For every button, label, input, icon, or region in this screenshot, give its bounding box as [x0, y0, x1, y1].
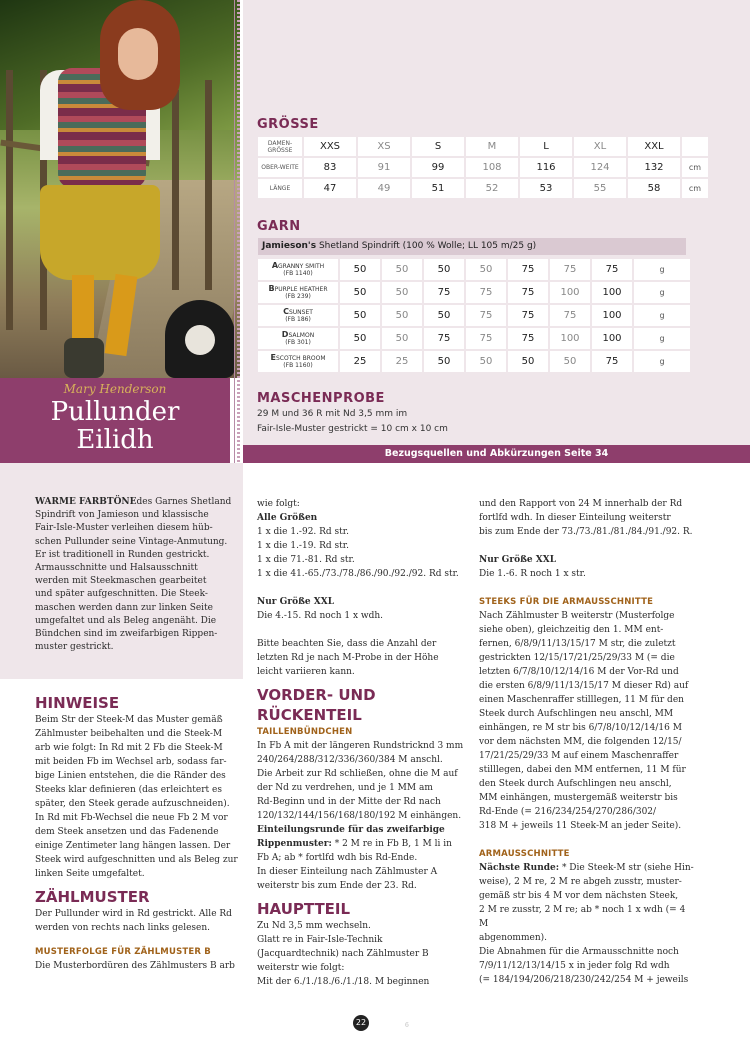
text-line: (= 184/194/206/218/230/242/254 M + jeweils — [479, 975, 689, 985]
color-name: PURPLE HEATHER — [274, 286, 328, 293]
text-line: * Die Steek-M str (siehe Hin- — [559, 863, 694, 873]
text-line: Bitte beachten Sie, dass die Anzahl der — [257, 639, 437, 649]
color-code: (FB 186) — [285, 316, 311, 323]
page-mark: 6 — [405, 1022, 409, 1029]
yarn-color-label — [258, 328, 338, 349]
size-cell: XXS — [304, 137, 356, 156]
designer-name: Mary Henderson — [63, 382, 167, 396]
text-line: Steeks klar definieren (das erleichtert es — [35, 785, 222, 795]
rippen-label: Rippenmuster: — [257, 839, 332, 849]
table-row — [258, 179, 708, 198]
amount-cell: 75 — [508, 282, 548, 303]
text-line: Die 1.-6. R noch 1 x str. — [479, 569, 586, 579]
text-line: 1 x die 41.-65./73./78./86./90./92./92. Rd str. — [257, 569, 459, 579]
text-line: Die Abnahmen für die Armausschnitte noch — [479, 947, 679, 957]
amount-cell: 50 — [340, 259, 380, 280]
text-line: weiterstr wie folgt: — [257, 963, 345, 973]
size-cell: S — [412, 137, 464, 156]
text-line: weise), 2 M re, 2 M re abgeh zusstr, muster- — [479, 877, 682, 887]
amount-cell: 50 — [382, 259, 422, 280]
intro-text — [35, 496, 235, 654]
text-line: Fb A; ab * fortlfd wdh bis Rd-Ende. — [257, 853, 418, 863]
text-line: der Nd zu verdrehen, und je 1 MM am — [257, 783, 433, 793]
column-1 — [35, 693, 240, 973]
intro-line: Er ist traditionell in Runden gestrickt. — [35, 549, 210, 560]
text-line: die ersten 6/8/9/11/13/15/17 M dieser Rd) auf — [479, 681, 689, 691]
unit-cell: cm — [682, 179, 708, 198]
text-line: 120/132/144/156/168/180/192 M einhängen. — [257, 811, 462, 821]
intro-line: Fair-Isle-Muster verleihen diesem hüb- — [35, 523, 213, 534]
text-line: später, den Steek gerade aufzuschneiden). — [35, 799, 230, 809]
color-letter: D — [281, 330, 289, 339]
amount-cell: 50 — [340, 282, 380, 303]
value-cell: 99 — [412, 158, 464, 177]
intro-line: Spindrift von Jamieson und klassische — [35, 510, 209, 521]
pattern-title-line2: Eilidh — [76, 425, 154, 455]
text-line: bis zum Ende der 73./73./81./81./84./91./92. R. — [479, 527, 693, 537]
naechste-runde-label: Nächste Runde: — [479, 863, 560, 873]
pattern-title-line1: Pullunder — [50, 397, 180, 427]
text-line: siehe oben), gleichzeitig den 1. MM ent- — [479, 625, 664, 635]
color-code: (FB 1160) — [283, 362, 313, 369]
amount-cell: 75 — [508, 328, 548, 349]
size-cell: XL — [574, 137, 626, 156]
text-line: letzten 6/7/8/10/12/14/16 M der Vor-Rd und — [479, 667, 679, 677]
amount-cell: 100 — [550, 282, 590, 303]
text-line: In Fb A mit der längeren Rundstricknd 3 mm — [257, 741, 464, 751]
armausschnitte-heading: ARMAUSSCHNITTE — [479, 849, 570, 859]
text-line: den Steek durch Aufschlingen neu anschl, — [479, 779, 672, 789]
text-line: Die 4.-15. Rd noch 1 x wdh. — [257, 611, 384, 621]
value-cell: 58 — [628, 179, 680, 198]
text-line: arb wie folgt: In Rd mit 2 Fb die Steek-M — [35, 743, 223, 753]
text-line: wie folgt: — [257, 499, 300, 509]
amount-cell: 25 — [340, 351, 380, 372]
text-line: Zählmuster beibehalten und die Steek-M — [35, 729, 223, 739]
size-cell: XXL — [628, 137, 680, 156]
yarn-spec: Shetland Spindrift (100 % Wolle; LL 105 m/25 g) — [318, 241, 537, 251]
column-3 — [479, 497, 694, 987]
intro-line: maschen werden dann zur linken Seite — [35, 602, 214, 613]
text-line: 7/9/11/12/13/14/15 x in jeder folg Rd wdh — [479, 961, 670, 971]
value-cell: 108 — [466, 158, 518, 177]
text-line: Mit der 6./1./18./6./1./18. M beginnen — [257, 977, 430, 987]
table-row — [258, 305, 690, 326]
references-bar: Bezugsquellen und Abkürzungen Seite 34 — [243, 445, 750, 463]
value-cell: 51 — [412, 179, 464, 198]
text-line: weiterstr bis zum Ende der 23. Rd. — [257, 881, 417, 891]
text-line: Rd-Beginn und in der Mitte der Rd nach — [257, 797, 441, 807]
column-2 — [257, 497, 469, 989]
size-cell: L — [520, 137, 572, 156]
value-cell: 49 — [358, 179, 410, 198]
value-cell: 83 — [304, 158, 356, 177]
amount-cell: 75 — [508, 305, 548, 326]
text-line: Glatt re in Fair-Isle-Technik — [257, 935, 383, 945]
text-line: Der Pullunder wird in Rd gestrickt. Alle Rd — [35, 909, 232, 919]
gauge-heading: MASCHENPROBE — [257, 391, 385, 406]
text-line: Die Musterbordüren des Zählmusters B arb — [35, 961, 235, 971]
text-line: Die Arbeit zur Rd schließen, ohne die M auf — [257, 769, 458, 779]
vorder-rueckenteil-heading: VORDER- UND RÜCKENTEIL — [257, 686, 376, 724]
text-line: dem Steek ansetzen und das Fadenende — [35, 827, 219, 837]
divider — [234, 0, 235, 463]
amount-cell: 75 — [550, 305, 590, 326]
unit-cell: g — [634, 351, 690, 372]
color-name: SALMON — [288, 332, 315, 339]
intro-line: Armausschnitte und Halsausschnitt — [35, 563, 198, 574]
yarn-table — [256, 257, 692, 374]
amount-cell: 100 — [592, 328, 632, 349]
amount-cell: 50 — [340, 305, 380, 326]
amount-cell: 75 — [466, 328, 506, 349]
text-line: In Rd mit Fb-Wechsel die neue Fb 2 M vor — [35, 813, 228, 823]
intro-lead: WARME FARBTÖNE — [35, 497, 137, 507]
yarn-color-label — [258, 305, 338, 326]
xxl-heading: Nur Größe XXL — [479, 555, 557, 565]
gauge-line1: 29 M und 36 R mit Nd 3,5 mm im — [257, 409, 408, 419]
amount-cell: 75 — [592, 259, 632, 280]
yarn-color-label — [258, 259, 338, 280]
amount-cell: 50 — [424, 305, 464, 326]
text-line: * 2 M re in Fb B, 1 M li in — [331, 839, 452, 849]
text-line: einen Maschenraffer stilllegen, 11 M für den — [479, 695, 684, 705]
amount-cell: 75 — [508, 259, 548, 280]
size-cell: XS — [358, 137, 410, 156]
value-cell: 91 — [358, 158, 410, 177]
text-line: einhängen, re M str bis 6/7/8/10/12/14/16 M — [479, 723, 682, 733]
text-line: In dieser Einteilung nach Zählmuster A — [257, 867, 438, 877]
amount-cell: 100 — [592, 305, 632, 326]
color-letter: B — [268, 284, 275, 293]
text-line: 240/264/288/312/336/360/384 M anschl. — [257, 755, 443, 765]
hinweise-heading: HINWEISE — [35, 694, 120, 712]
yarn-color-label — [258, 282, 338, 303]
text-line: 318 M + jeweils 11 Steek-M an jeder Seite). — [479, 821, 682, 831]
text-line: 1 x die 1.-19. Rd str. — [257, 541, 349, 551]
text-line: linken Seite umgefaltet. — [35, 869, 145, 879]
row-label: LÄNGE — [258, 179, 302, 198]
amount-cell: 50 — [424, 259, 464, 280]
text-line: Nach Zählmuster B weiterstr (Musterfolge — [479, 611, 675, 621]
cover-photo — [0, 0, 240, 378]
value-cell: 116 — [520, 158, 572, 177]
unit-cell: g — [634, 305, 690, 326]
alle-groessen-heading: Alle Größen — [257, 513, 318, 523]
intro-line: umgefaltet und als Beleg angenäht. Die — [35, 615, 217, 626]
text-line: fernen, 6/8/9/11/13/15/17 M str, die zuletzt — [479, 639, 676, 649]
gauge-line2: Fair-Isle-Muster gestrickt = 10 cm x 10 cm — [257, 424, 448, 434]
zaehlmuster-heading: ZÄHLMUSTER — [35, 888, 150, 906]
color-code: (FB 1140) — [283, 270, 313, 277]
yarn-description — [258, 238, 686, 255]
text-line: 1 x die 71.-81. Rd str. — [257, 555, 355, 565]
color-name: GRANNY SMITH — [278, 263, 325, 270]
text-line: stilllegen, dabei den MM entfernen, 11 M für — [479, 765, 686, 775]
yarn-heading: GARN — [257, 219, 301, 234]
color-code: (FB 239) — [285, 293, 311, 300]
intro-line: muster gestrickt. — [35, 642, 114, 653]
value-cell: 55 — [574, 179, 626, 198]
text-line: Rd-Ende (= 216/234/254/270/286/302/ — [479, 807, 657, 817]
amount-cell: 50 — [382, 328, 422, 349]
text-line: Zu Nd 3,5 mm wechseln. — [257, 921, 371, 931]
amount-cell: 50 — [466, 351, 506, 372]
text-line: 2 M re zusstr, 2 M re; ab * noch 1 x wdh (= 4 M — [479, 905, 686, 929]
amount-cell: 50 — [382, 282, 422, 303]
yarn-color-label — [258, 351, 338, 372]
hauptteil-heading: HAUPTTEIL — [257, 900, 351, 918]
unit-cell: g — [634, 282, 690, 303]
row-label: OBER-WEITE — [258, 158, 302, 177]
amount-cell: 50 — [340, 328, 380, 349]
size-table — [256, 135, 710, 200]
color-letter: C — [283, 307, 289, 316]
intro-line: schen Pullunder seine Vintage-Anmutung. — [35, 536, 228, 547]
text-line: fortlfd wdh. In dieser Einteilung weiterstr — [479, 513, 671, 523]
text-line: werden von rechts nach links gelesen. — [35, 923, 211, 933]
amount-cell: 50 — [382, 305, 422, 326]
taillenbuendchen-heading: TAILLENBÜNDCHEN — [257, 727, 353, 737]
einteilung-heading: Einteilungsrunde für das zweifarbige — [257, 825, 445, 835]
color-letter: A — [271, 261, 279, 270]
amount-cell: 75 — [424, 328, 464, 349]
steeks-heading: STEEKS FÜR DIE ARMAUSSCHNITTE — [479, 597, 654, 607]
text-line: vor dem nächsten MM, die folgenden 12/15/ — [479, 737, 682, 747]
intro-line: des Garnes Shetland — [136, 497, 232, 507]
amount-cell: 75 — [424, 282, 464, 303]
amount-cell: 100 — [592, 282, 632, 303]
intro-line: Bündchen sind im zweifarbigen Rippen- — [35, 629, 218, 640]
amount-cell: 50 — [424, 351, 464, 372]
page-number: 22 — [353, 1015, 369, 1031]
table-row — [258, 158, 708, 177]
text-line: Steek wird aufgeschnitten und als Beleg zur — [35, 855, 238, 865]
color-code: (FB 301) — [285, 339, 311, 346]
text-line: letzten Rd je nach M-Probe in der Höhe — [257, 653, 439, 663]
text-line: gemäß str bis 4 M vor dem nächsten Steek, — [479, 891, 679, 901]
text-line: 1 x die 1.-92. Rd str. — [257, 527, 349, 537]
color-name: SCOTCH BROOM — [275, 355, 326, 362]
row-label: DAMEN-GRÖSSE — [258, 137, 302, 156]
unit-cell: g — [634, 328, 690, 349]
text-line: abgenommen). — [479, 933, 547, 943]
table-row — [258, 351, 690, 372]
color-letter: E — [270, 353, 276, 362]
amount-cell: 50 — [550, 351, 590, 372]
text-line: leicht variieren kann. — [257, 667, 355, 677]
amount-cell: 75 — [466, 282, 506, 303]
size-heading: GRÖSSE — [257, 117, 319, 132]
text-line: Steek durch Aufschlingen neu anschl, MM — [479, 709, 674, 719]
text-line: bige Linien entstehen, die die Ränder des — [35, 771, 226, 781]
value-cell: 53 — [520, 179, 572, 198]
text-line: Beim Str der Steek-M das Muster gemäß — [35, 715, 223, 725]
amount-cell: 100 — [550, 328, 590, 349]
text-line: MM einhängen, mustergemäß weiterstr bis — [479, 793, 678, 803]
text-line: und den Rapport von 24 M innerhalb der Rd — [479, 499, 683, 509]
xxl-heading: Nur Größe XXL — [257, 597, 335, 607]
size-cell: M — [466, 137, 518, 156]
table-row — [258, 328, 690, 349]
value-cell: 47 — [304, 179, 356, 198]
table-row — [258, 259, 690, 280]
color-name: SUNSET — [288, 309, 313, 316]
unit-cell — [682, 137, 708, 156]
table-row — [258, 137, 708, 156]
text-line: (Jacquardtechnik) nach Zählmuster B — [257, 949, 429, 959]
text-line: 17/21/25/29/33 M auf einem Maschenraffer — [479, 751, 679, 761]
table-row — [258, 282, 690, 303]
divider-dots — [237, 0, 240, 463]
amount-cell: 50 — [508, 351, 548, 372]
unit-cell: g — [634, 259, 690, 280]
unit-cell: cm — [682, 158, 708, 177]
yarn-brand: Jamieson's — [262, 241, 317, 251]
amount-cell: 75 — [550, 259, 590, 280]
intro-line: werden mit Steekmaschen gearbeitet — [35, 576, 207, 587]
amount-cell: 50 — [466, 259, 506, 280]
text-line: gestrickten 12/15/17/21/25/29/33 M (= die — [479, 653, 675, 663]
amount-cell: 75 — [592, 351, 632, 372]
amount-cell: 75 — [466, 305, 506, 326]
musterfolge-heading: MUSTERFOLGE FÜR ZÄHLMUSTER B — [35, 947, 211, 957]
value-cell: 124 — [574, 158, 626, 177]
value-cell: 52 — [466, 179, 518, 198]
text-line: mit beiden Fb im Wechsel arb, sodass far- — [35, 757, 227, 767]
info-panel — [243, 0, 750, 445]
value-cell: 132 — [628, 158, 680, 177]
intro-line: und später aufgeschnitten. Die Steek- — [35, 589, 208, 600]
amount-cell: 25 — [382, 351, 422, 372]
text-line: einige Zentimeter lang hängen lassen. Der — [35, 841, 231, 851]
